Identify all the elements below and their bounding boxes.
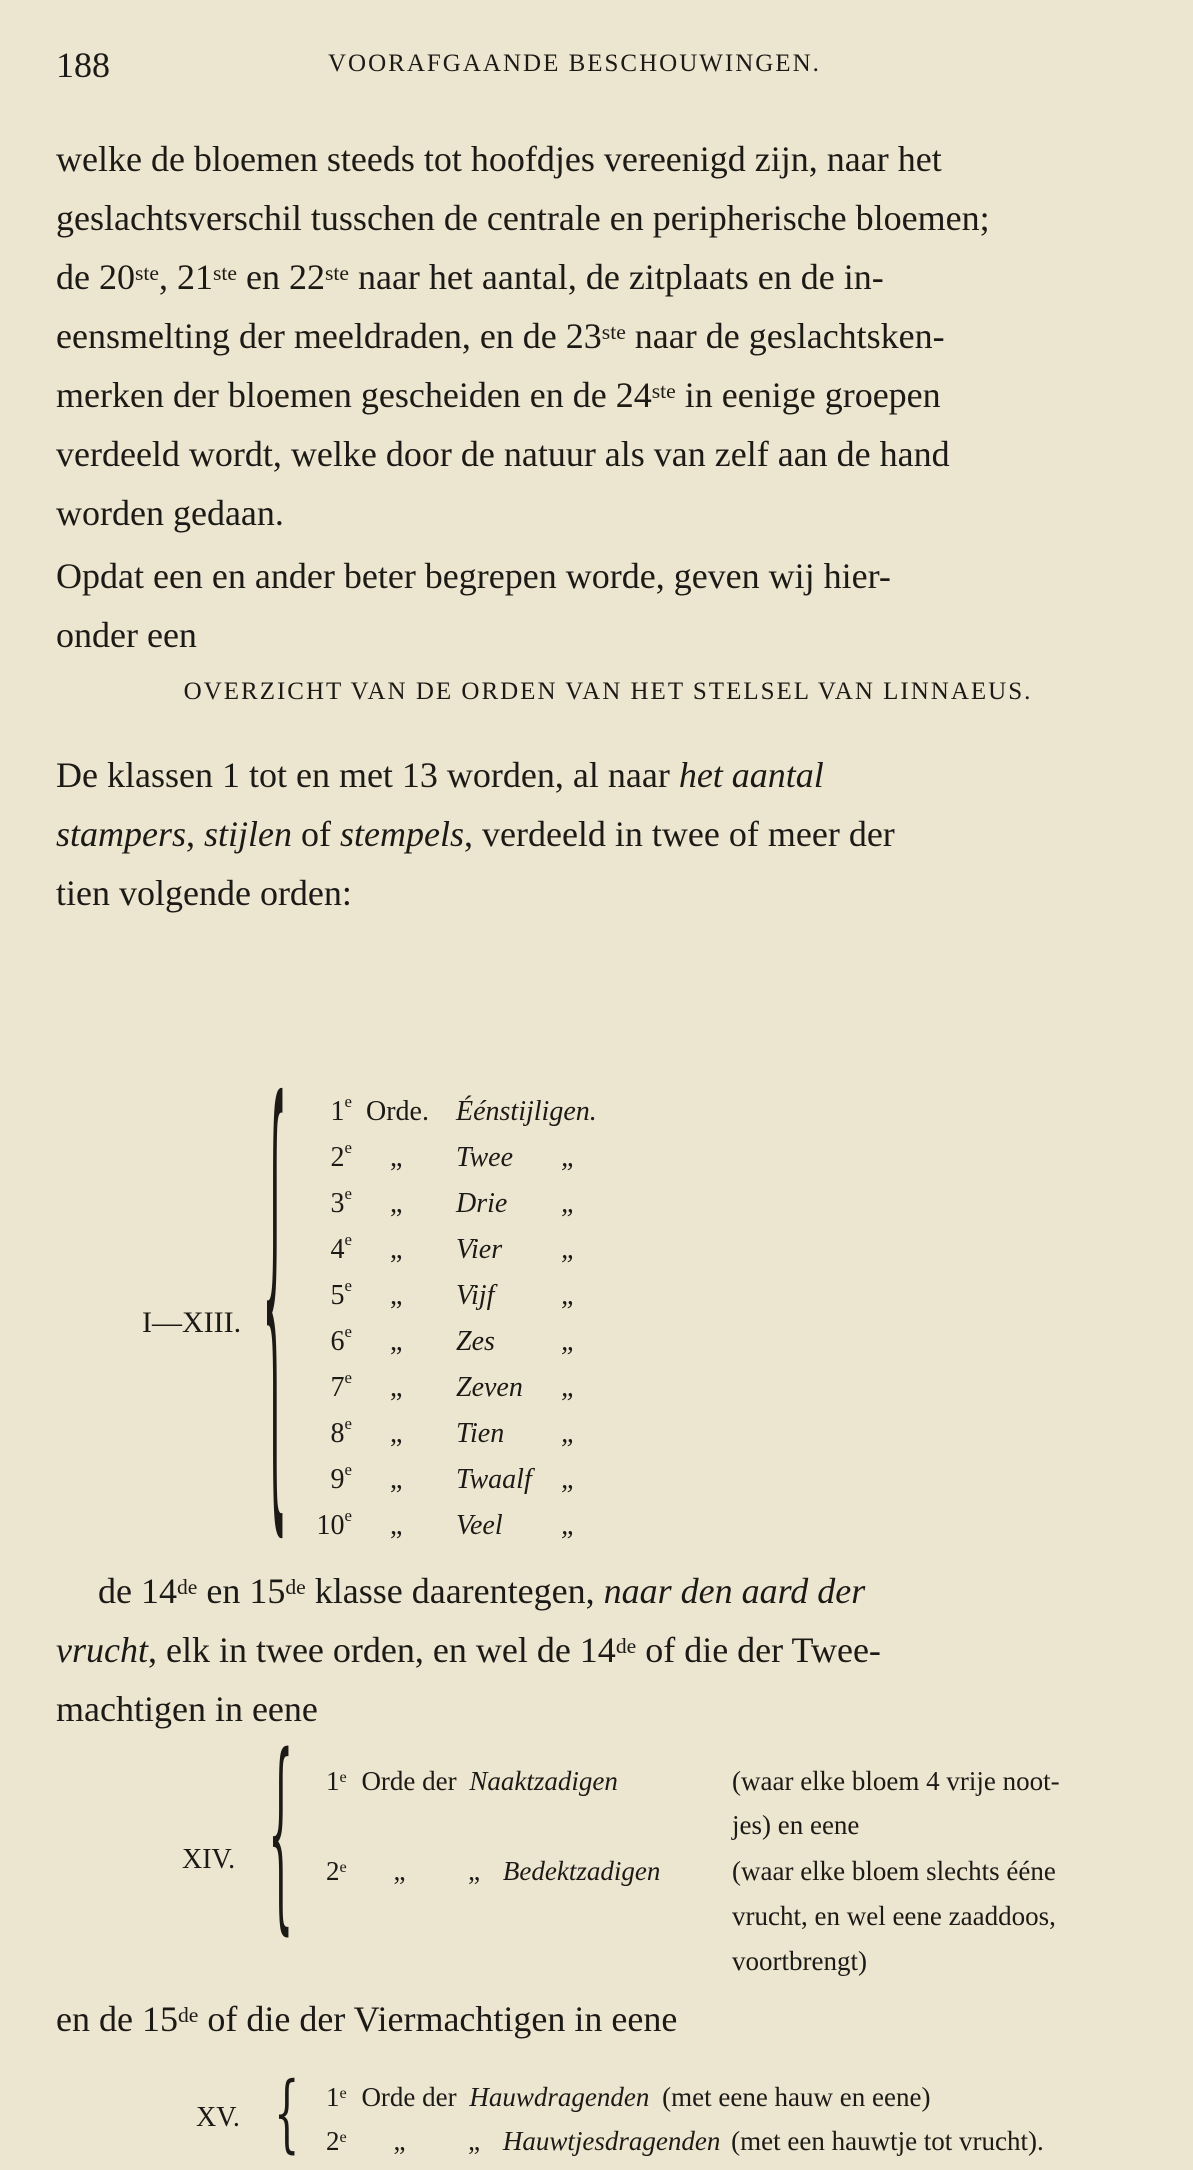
order-row	[296, 1138, 796, 1188]
order-number: 6e	[330, 1322, 352, 1357]
text-line: De klassen 1 tot en met 13 worden, al naar het aantal	[56, 755, 824, 795]
order-row: 1e Orde der Hauwdragenden (met eene hauw en eene)	[326, 2082, 931, 2112]
page-header	[56, 44, 1136, 84]
paragraph-3	[56, 746, 1160, 923]
order-row	[296, 1414, 796, 1464]
text-line: tien volgende orden:	[56, 873, 352, 913]
ditto-mark: „	[561, 1142, 577, 1173]
ditto-mark: „	[390, 1418, 403, 1449]
ditto-mark: „	[561, 1510, 577, 1541]
order-description: jes) en eene	[732, 1810, 860, 1840]
order-number: 9e	[330, 1460, 352, 1495]
ditto-mark: „	[561, 1464, 577, 1495]
order-row: 2e „ „ Bedektzadigen	[326, 1856, 661, 1886]
text-line: welke de bloemen steeds tot hoofdjes vereenigd zijn, naar het	[56, 139, 942, 179]
order-number: 8e	[330, 1414, 352, 1449]
text-line: geslachtsverschil tusschen de centrale en peripherische bloemen;	[56, 198, 990, 238]
order-name: Zeven	[456, 1372, 523, 1403]
text-line: Opdat een en ander beter begrepen worde, geven wij hier-	[56, 556, 891, 596]
ditto-mark: „	[390, 1510, 403, 1541]
order-name: Veel	[456, 1510, 503, 1541]
orders-table-XV	[56, 2065, 1160, 2170]
intro-paragraph	[56, 130, 1160, 543]
ditto-mark: „	[561, 1234, 577, 1265]
class-label: XIV.	[182, 1844, 236, 1875]
text-line: onder een	[56, 615, 197, 655]
order-name: Zes	[456, 1326, 495, 1357]
order-label: Orde.	[366, 1096, 429, 1127]
class-label: XV.	[196, 2102, 240, 2133]
page-number: 188	[56, 45, 110, 85]
ditto-mark: „	[390, 1372, 403, 1403]
ditto-mark: „	[561, 1188, 577, 1219]
order-row	[296, 1460, 796, 1510]
text-line: de 20ste, 21ste en 22ste naar het aantal, de zitplaats en de in-	[56, 257, 884, 297]
order-name: Twaalf	[456, 1464, 532, 1495]
order-number: 10e	[316, 1506, 352, 1541]
text-line: vrucht, elk in twee orden, en wel de 14de of die der Twee-	[56, 1630, 881, 1670]
paragraph-4	[56, 1562, 1160, 1739]
ditto-mark: „	[390, 1464, 403, 1495]
text-line: stampers, stijlen of stempels, verdeeld in twee of meer der	[56, 814, 895, 854]
order-row	[296, 1506, 796, 1556]
order-description: vrucht, en wel eene zaaddoos,	[732, 1901, 1056, 1931]
ditto-mark: „	[390, 1234, 403, 1265]
text-line: machtigen in eene	[56, 1689, 318, 1729]
text-line: merken der bloemen gescheiden en de 24ste in eenige groepen	[56, 375, 941, 415]
ditto-mark: „	[561, 1280, 577, 1311]
order-number: 2e	[330, 1138, 352, 1173]
text-line: de 14de en 15de klasse daarentegen, naar den aard der	[98, 1571, 866, 1611]
orders-table-XIV	[56, 1716, 1160, 1980]
order-row	[296, 1322, 796, 1372]
order-row	[296, 1276, 796, 1326]
page-body	[56, 130, 1160, 2163]
order-name: Drie	[456, 1188, 508, 1219]
order-row	[296, 1230, 796, 1280]
brace-icon: {	[262, 1019, 288, 1581]
order-row: 1e Orde der Naaktzadigen	[326, 1766, 618, 1796]
text-line: eensmelting der meeldraden, en de 23ste naar de geslachtsken-	[56, 316, 945, 356]
ditto-mark: „	[561, 1372, 577, 1403]
order-number: 1e	[330, 1092, 352, 1127]
order-description: voortbrengt)	[732, 1946, 867, 1976]
order-number: 3e	[330, 1184, 352, 1219]
text-line: en de 15de of die der Viermachtigen in eene	[56, 1999, 678, 2039]
ditto-mark: „	[561, 1326, 577, 1357]
order-row	[296, 1368, 796, 1418]
ditto-mark: „	[390, 1280, 403, 1311]
order-name: Éénstijligen.	[456, 1096, 597, 1127]
brace-icon: {	[268, 1716, 294, 1956]
ditto-mark: „	[390, 1326, 403, 1357]
order-row	[296, 1184, 796, 1234]
ditto-mark: „	[561, 1418, 577, 1449]
order-row: 2e „ „ Hauwtjesdragenden (met een hauwtje tot vrucht).	[326, 2126, 1044, 2156]
order-number: 5e	[330, 1276, 352, 1311]
section-heading: OVERZICHT VAN DE ORDEN VAN HET STELSEL VAN LINNAEUS.	[183, 678, 1033, 705]
order-name: Twee	[456, 1142, 514, 1173]
class-range-label: I—XIII.	[142, 1306, 242, 1339]
paragraph-2	[56, 547, 1160, 665]
order-name: Vier	[456, 1234, 503, 1265]
order-number: 7e	[330, 1368, 352, 1403]
order-name: Vijf	[456, 1280, 495, 1311]
brace-icon: {	[274, 2065, 300, 2163]
order-description: (waar elke bloem 4 vrije noot-	[732, 1766, 1060, 1796]
order-number: 4e	[330, 1230, 352, 1265]
orders-table-I-XIII	[56, 1019, 1160, 1581]
ditto-mark: „	[390, 1142, 403, 1173]
order-description: (waar elke bloem slechts ééne	[732, 1856, 1056, 1886]
order-name: Tien	[456, 1418, 505, 1449]
running-title: VOORAFGAANDE BESCHOUWINGEN.	[328, 50, 821, 77]
text-line: worden gedaan.	[56, 493, 284, 533]
paragraph-5	[56, 1990, 1160, 2049]
text-line: verdeeld wordt, welke door de natuur als van zelf aan de hand	[56, 434, 950, 474]
ditto-mark: „	[390, 1188, 403, 1219]
order-row	[296, 1092, 796, 1142]
